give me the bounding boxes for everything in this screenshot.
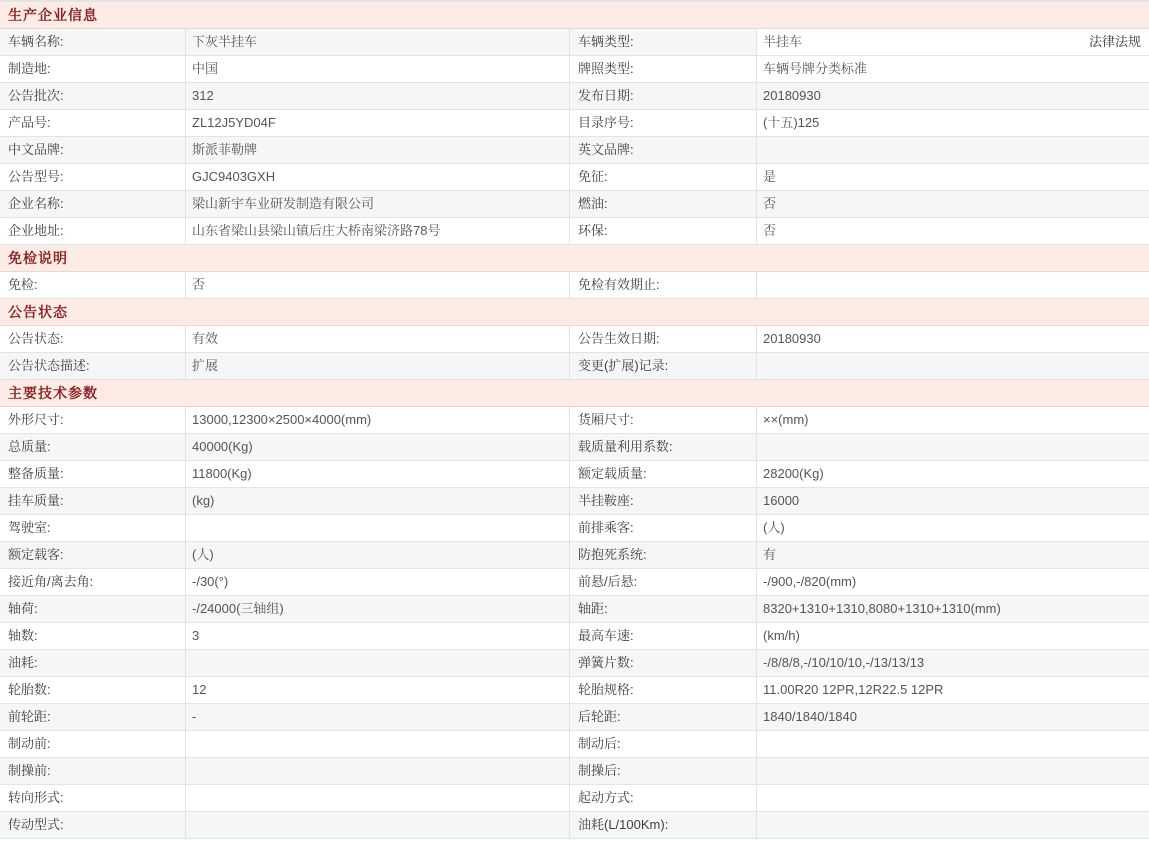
field-label: 制动后: xyxy=(570,731,757,757)
field-label: 外形尺寸: xyxy=(0,407,186,433)
table-row xyxy=(0,785,1149,812)
field-label: 英文品牌: xyxy=(570,137,757,163)
table-row xyxy=(0,731,1149,758)
field-value: ××(mm) xyxy=(763,412,809,427)
table-row xyxy=(0,596,1149,623)
field-value: 12 xyxy=(186,677,570,703)
field-label: 转向形式: xyxy=(0,785,186,811)
field-value: 山东省梁山县梁山镇后庄大桥南梁济路78号 xyxy=(186,218,570,244)
table-row xyxy=(0,272,1149,299)
field-label: 货厢尺寸: xyxy=(570,407,757,433)
table-row xyxy=(0,353,1149,380)
field-label: 车辆名称: xyxy=(0,29,186,55)
field-label: 牌照类型: xyxy=(570,56,757,82)
field-label: 载质量利用系数: xyxy=(570,434,757,460)
field-label: 中文品牌: xyxy=(0,137,186,163)
field-value: 扩展 xyxy=(186,353,570,379)
field-label: 油耗: xyxy=(0,650,186,676)
field-value: 8320+1310+1310,8080+1310+1310(mm) xyxy=(763,601,1001,616)
field-label: 公告状态: xyxy=(0,326,186,352)
field-value xyxy=(757,758,1149,784)
field-label: 公告批次: xyxy=(0,83,186,109)
section-header-0: 生产企业信息 xyxy=(0,2,1149,29)
field-value: 1840/1840/1840 xyxy=(763,709,857,724)
field-value: 16000 xyxy=(763,493,800,508)
field-label: 制操前: xyxy=(0,758,186,784)
field-label: 目录序号: xyxy=(570,110,757,136)
field-label: 轴数: xyxy=(0,623,186,649)
field-value: 下灰半挂车 xyxy=(186,29,570,55)
field-label: 接近角/离去角: xyxy=(0,569,186,595)
field-label: 免检有效期止: xyxy=(570,272,757,298)
table-row xyxy=(0,569,1149,596)
field-value: 13000,12300×2500×4000(mm) xyxy=(186,407,570,433)
field-label: 发布日期: xyxy=(570,83,757,109)
table-row xyxy=(0,29,1149,56)
field-value xyxy=(757,812,1149,838)
field-value xyxy=(186,812,570,838)
field-value: 中国 xyxy=(186,56,570,82)
field-value xyxy=(186,515,570,541)
table-row xyxy=(0,110,1149,137)
field-label: 额定载客: xyxy=(0,542,186,568)
field-label: 制造地: xyxy=(0,56,186,82)
field-value xyxy=(757,353,1149,379)
field-value xyxy=(186,731,570,757)
field-value: -/24000(三轴组) xyxy=(186,596,570,622)
field-label: 轴距: xyxy=(570,596,757,622)
field-value: (kg) xyxy=(186,488,570,514)
field-value: GJC9403GXH xyxy=(186,164,570,190)
field-value: 11.00R20 12PR,12R22.5 12PR xyxy=(763,682,944,697)
table-row xyxy=(0,164,1149,191)
table-row xyxy=(0,83,1149,110)
field-label: 最高车速: xyxy=(570,623,757,649)
table-row xyxy=(0,704,1149,731)
field-label: 总质量: xyxy=(0,434,186,460)
table-row xyxy=(0,758,1149,785)
field-value: 28200(Kg) xyxy=(763,466,824,481)
field-label: 起动方式: xyxy=(570,785,757,811)
table-row xyxy=(0,515,1149,542)
field-value xyxy=(186,785,570,811)
section-header-2: 公告状态 xyxy=(0,299,1149,326)
field-label: 半挂鞍座: xyxy=(570,488,757,514)
field-value: -/30(°) xyxy=(186,569,570,595)
field-label: 传动型式: xyxy=(0,812,186,838)
field-label: 前排乘客: xyxy=(570,515,757,541)
field-label: 公告生效日期: xyxy=(570,326,757,352)
field-label: 燃油: xyxy=(570,191,757,217)
section-header-3: 主要技术参数 xyxy=(0,380,1149,407)
field-value: 40000(Kg) xyxy=(186,434,570,460)
field-value: 否 xyxy=(186,272,570,298)
table-row xyxy=(0,542,1149,569)
table-row xyxy=(0,407,1149,434)
table-row xyxy=(0,56,1149,83)
table-row xyxy=(0,812,1149,839)
field-label: 弹簧片数: xyxy=(570,650,757,676)
field-value: 斯派菲勒牌 xyxy=(186,137,570,163)
table-row xyxy=(0,191,1149,218)
field-value xyxy=(757,137,1149,163)
field-value: 梁山新宇车业研发制造有限公司 xyxy=(186,191,570,217)
table-row xyxy=(0,677,1149,704)
field-label: 环保: xyxy=(570,218,757,244)
table-row xyxy=(0,650,1149,677)
table-row xyxy=(0,218,1149,245)
field-value: 否 xyxy=(763,196,777,211)
field-label: 免征: xyxy=(570,164,757,190)
field-label: 前悬/后悬: xyxy=(570,569,757,595)
field-label: 驾驶室: xyxy=(0,515,186,541)
field-label: 变更(扩展)记录: xyxy=(570,353,757,379)
table-row xyxy=(0,137,1149,164)
field-value: 否 xyxy=(763,223,777,238)
field-value: (十五)125 xyxy=(763,115,820,130)
field-label: 企业地址: xyxy=(0,218,186,244)
field-value: ZL12J5YD04F xyxy=(186,110,570,136)
table-row xyxy=(0,623,1149,650)
table-row xyxy=(0,488,1149,515)
field-label: 车辆类型: xyxy=(570,29,757,55)
field-label: 公告型号: xyxy=(0,164,186,190)
field-label: 前轮距: xyxy=(0,704,186,730)
field-label: 制操后: xyxy=(570,758,757,784)
field-value-text: 半挂车 xyxy=(763,34,803,49)
field-value: 3 xyxy=(186,623,570,649)
field-value xyxy=(757,29,1149,55)
field-label: 公告状态描述: xyxy=(0,353,186,379)
field-label: 额定载质量: xyxy=(570,461,757,487)
field-value xyxy=(757,731,1149,757)
field-value xyxy=(757,434,1149,460)
field-value xyxy=(186,650,570,676)
field-value: (人) xyxy=(186,542,570,568)
field-value: - xyxy=(186,704,570,730)
table-row xyxy=(0,434,1149,461)
field-value: -/8/8/8,-/10/10/10,-/13/13/13 xyxy=(763,655,925,670)
field-label: 免检: xyxy=(0,272,186,298)
field-label: 企业名称: xyxy=(0,191,186,217)
field-value: 20180930 xyxy=(763,88,821,103)
field-value: 20180930 xyxy=(763,331,821,346)
table-row xyxy=(0,461,1149,488)
section-header-1: 免检说明 xyxy=(0,245,1149,272)
field-label: 后轮距: xyxy=(570,704,757,730)
field-value xyxy=(757,785,1149,811)
field-value: 11800(Kg) xyxy=(186,461,570,487)
field-value: (km/h) xyxy=(763,628,800,643)
field-value: (人) xyxy=(763,520,785,535)
field-value xyxy=(186,758,570,784)
field-value: -/900,-/820(mm) xyxy=(763,574,857,589)
field-label: 油耗(L/100Km): xyxy=(570,812,757,838)
field-value xyxy=(757,272,1149,298)
field-label: 挂车质量: xyxy=(0,488,186,514)
field-label: 轮胎规格: xyxy=(570,677,757,703)
field-label: 轴荷: xyxy=(0,596,186,622)
table-row xyxy=(0,326,1149,353)
field-value: 有 xyxy=(763,547,777,562)
field-label: 轮胎数: xyxy=(0,677,186,703)
field-label: 制动前: xyxy=(0,731,186,757)
field-value: 车辆号牌分类标准 xyxy=(763,61,868,76)
field-value: 312 xyxy=(186,83,570,109)
field-label: 产品号: xyxy=(0,110,186,136)
legal-regulations-link[interactable]: 法律法规 xyxy=(1088,34,1141,49)
field-label: 整备质量: xyxy=(0,461,186,487)
field-label: 防抱死系统: xyxy=(570,542,757,568)
field-value: 有效 xyxy=(186,326,570,352)
field-value: 是 xyxy=(763,169,777,184)
